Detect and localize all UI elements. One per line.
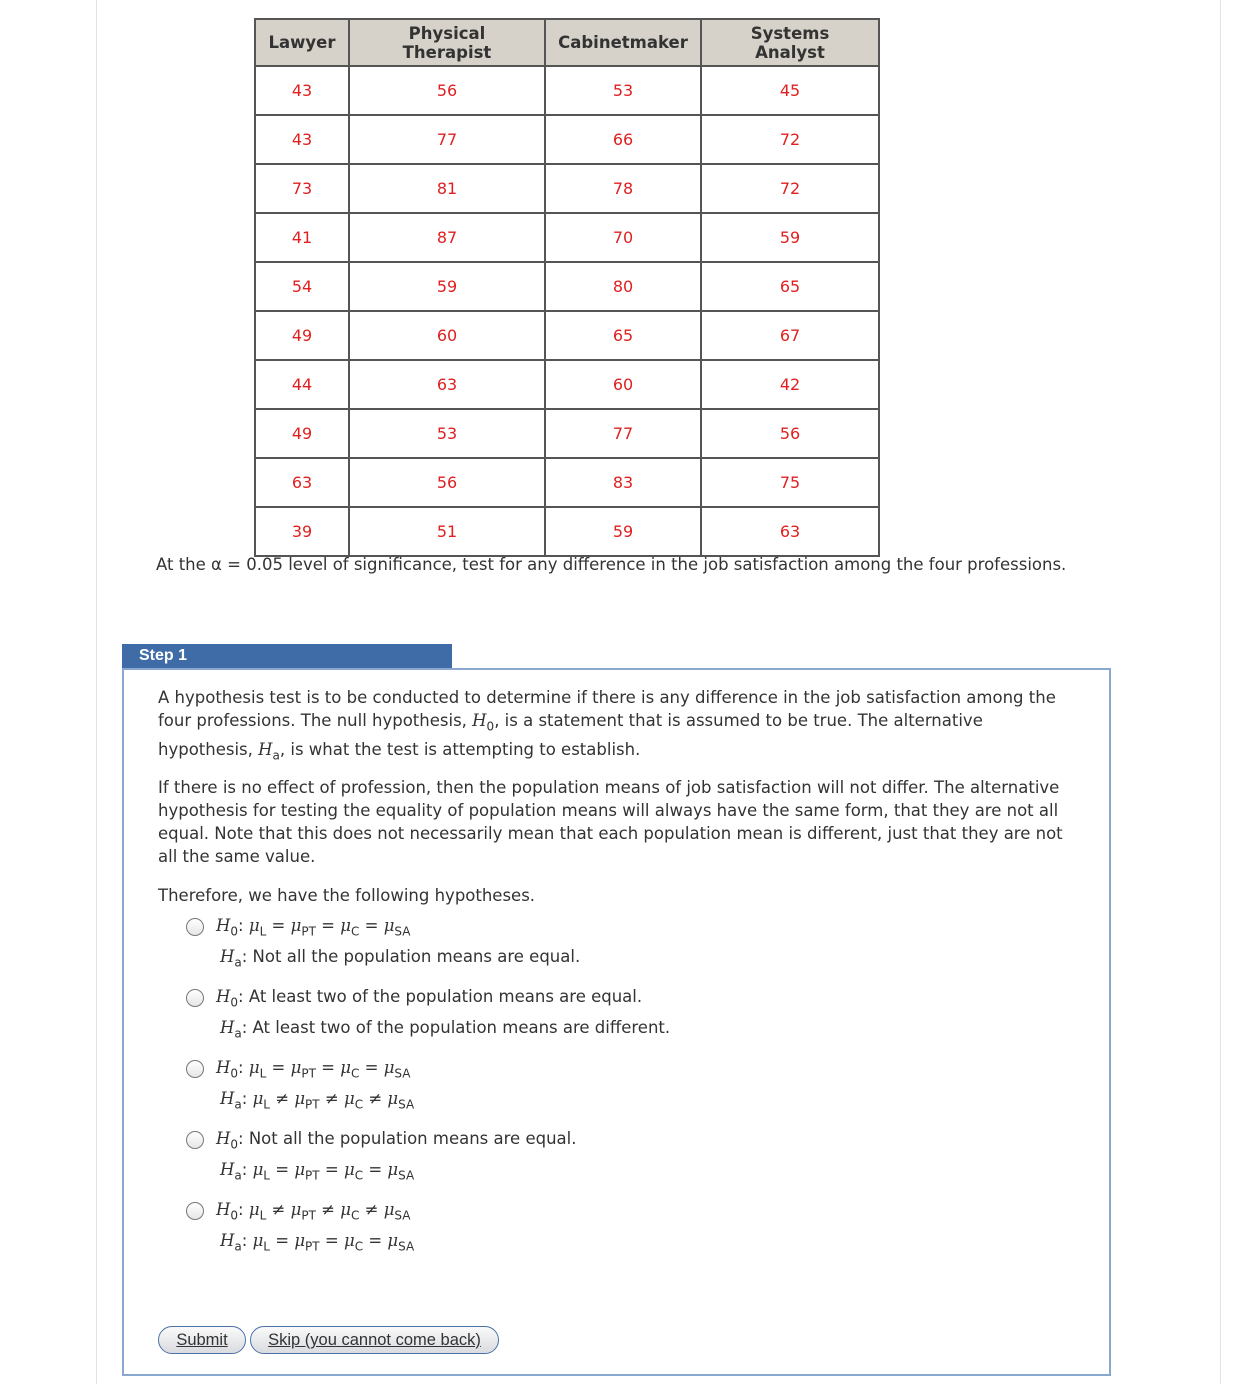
table-row: [255, 360, 879, 409]
table-cell: 75: [701, 458, 879, 507]
table-row: [255, 115, 879, 164]
table-cell: 66: [545, 115, 701, 164]
table-cell: 45: [701, 66, 879, 115]
radio-button[interactable]: [186, 918, 204, 936]
intro-paragraph: A hypothesis test is to be conducted to determine if there is any difference in the job satisfaction among the four professions. The null hypothesis, $H_0$, is a statement that is assumed to be true. The alternative hypothesis, $H_a$, is what the test is attempting to establish.: [158, 688, 1056, 763]
table-cell: 43: [255, 115, 349, 164]
data-table: [254, 18, 880, 557]
alternative-hypothesis: $H_a$: $\mu_L = \mu_{PT} = \mu_C = \mu_{SA}$: [220, 1231, 415, 1254]
table-cell: 42: [701, 360, 879, 409]
null-hypothesis: $H_0$: At least two of the population means are equal.: [216, 987, 643, 1010]
submit-button[interactable]: Submit: [158, 1326, 246, 1354]
table-cell: 59: [701, 213, 879, 262]
table-row: [255, 507, 879, 556]
table-cell: 53: [349, 409, 545, 458]
explanation-paragraph: If there is no effect of profession, then the population means of job satisfaction will not differ. The alternative hypothesis for testing the equality of population means will always have the same form, that they are not all equal. Note that this does not necessarily mean that each population mean is different, just that they are not all the same value.: [158, 778, 1063, 866]
table-cell: 80: [545, 262, 701, 311]
table-row: [255, 66, 879, 115]
table-row: [255, 409, 879, 458]
table-cell: 59: [349, 262, 545, 311]
table-cell: 65: [545, 311, 701, 360]
table-cell: 60: [349, 311, 545, 360]
table-cell: 44: [255, 360, 349, 409]
therefore-text: Therefore, we have the following hypotheses.: [158, 886, 536, 905]
table-cell: 73: [255, 164, 349, 213]
table-cell: 70: [545, 213, 701, 262]
table-cell: 77: [349, 115, 545, 164]
radio-button[interactable]: [186, 1202, 204, 1220]
header-cabinetmaker: Cabinetmaker: [545, 19, 701, 66]
null-hypothesis: $H_0$: $\mu_L = \mu_{PT} = \mu_C = \mu_{SA}$: [216, 1058, 411, 1081]
table-cell: 39: [255, 507, 349, 556]
table-cell: 53: [545, 66, 701, 115]
alternative-hypothesis: $H_a$: At least two of the population means are different.: [220, 1018, 671, 1041]
table-cell: 54: [255, 262, 349, 311]
alternative-hypothesis: $H_a$: Not all the population means are equal.: [220, 947, 581, 970]
table-cell: 56: [349, 66, 545, 115]
null-hypothesis: $H_0$: $\mu_L = \mu_{PT} = \mu_C = \mu_{SA}$: [216, 916, 411, 939]
table-row: [255, 213, 879, 262]
table-cell: 43: [255, 66, 349, 115]
table-cell: 83: [545, 458, 701, 507]
table-cell: 41: [255, 213, 349, 262]
table-row: [255, 262, 879, 311]
step-panel: [122, 668, 1111, 1376]
left-border: [96, 0, 97, 1384]
radio-button[interactable]: [186, 1131, 204, 1149]
table-cell: 78: [545, 164, 701, 213]
table-cell: 49: [255, 409, 349, 458]
table-cell: 59: [545, 507, 701, 556]
table-cell: 63: [701, 507, 879, 556]
table-row: [255, 164, 879, 213]
table-cell: 51: [349, 507, 545, 556]
table-row: [255, 458, 879, 507]
header-physical-therapist: Physical Therapist: [349, 19, 545, 66]
table-cell: 72: [701, 115, 879, 164]
table-cell: 56: [701, 409, 879, 458]
table-cell: 63: [349, 360, 545, 409]
table-cell: 87: [349, 213, 545, 262]
table-cell: 72: [701, 164, 879, 213]
step-label: Step 1: [122, 644, 452, 668]
null-hypothesis: $H_0$: Not all the population means are equal.: [216, 1129, 577, 1152]
alternative-hypothesis: $H_a$: $\mu_L \ne \mu_{PT} \ne \mu_C \ne \mu_{SA}$: [220, 1089, 415, 1112]
table-cell: 63: [255, 458, 349, 507]
skip-button[interactable]: Skip (you cannot come back): [250, 1326, 499, 1354]
header-lawyer: Lawyer: [255, 19, 349, 66]
table-cell: 81: [349, 164, 545, 213]
table-cell: 65: [701, 262, 879, 311]
table-cell: 77: [545, 409, 701, 458]
null-hypothesis: $H_0$: $\mu_L \ne \mu_{PT} \ne \mu_C \ne \mu_{SA}$: [216, 1200, 411, 1223]
radio-button[interactable]: [186, 989, 204, 1007]
header-systems-analyst: Systems Analyst: [701, 19, 879, 66]
table-cell: 56: [349, 458, 545, 507]
table-cell: 60: [545, 360, 701, 409]
table-cell: 67: [701, 311, 879, 360]
radio-button[interactable]: [186, 1060, 204, 1078]
table-cell: 49: [255, 311, 349, 360]
table-row: [255, 311, 879, 360]
right-border: [1220, 0, 1221, 1384]
question-text: At the α = 0.05 level of significance, test for any difference in the job satisfaction among the four professions.: [156, 555, 1067, 574]
alternative-hypothesis: $H_a$: $\mu_L = \mu_{PT} = \mu_C = \mu_{SA}$: [220, 1160, 415, 1183]
